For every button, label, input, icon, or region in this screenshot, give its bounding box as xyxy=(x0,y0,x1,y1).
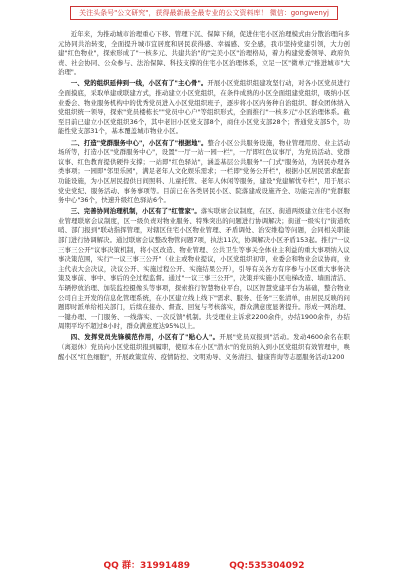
contact-footer xyxy=(0,560,408,572)
paragraph-text: 开展"党员双报到"活动。发动4600余名在职（离退休）党员向小区党组织报到履职，使原本在小区"潜水"的党员纳入到小区党组织有效管理中，唤醒小区"红色细胞"，开展政策宣传、疫情防控、文明劝导、义务清扫、健康咨询等志愿服务活动1200 xyxy=(58,333,350,361)
section-heading: 一、党的组织延伸到一线，小区有了"主心骨"。 xyxy=(70,79,208,88)
paragraph-text: 落实联席会议制度，在区、街道两级建立住宅小区物业管理联席会议制度，区一级负责对物业服务、特殊突出的问题进行协调解决；街道一级实行"街道吹哨、部门报到"联动指挥管理，对辖区住宅小区物业管理、矛盾调处、治安维稳等问题，会同相关职能部门进行协调解决。通过联席会议整改物管问题7项，执法11次，协调解决小区矛盾153起。推行"一议三事三公开"议事决策机制，将小区改造、物业管理、公共卫生等事关全体业主利益的重大事项纳入议事决策范围，实行"一议三事三公开"（业主或物业提议，小区党组织初审，业委会和物业会议协商，业主代表大会决议，决议公开、实施过程公开、实施结果公开），引导有关各方有序参与小区重大事务决策及事前、事中、事后的全过程监督。通过"一议三事三公开"，决策并实施小区电梯改造、墙面清洁、车辆停放治理、加装监控摄像头等事项，探索推行智慧物业平台，以区智慧党建平台为基础，整合物业公司自主开发的信息化管理系统，在小区建立线上线下"需求、服务、任务"三张清单，由居民反映的问题即时派单给相关部门，后续在接办、督查、回复与考核落实，群众满意度显著提升。形成一网治理、一键办理、一门服务、一线落实、一次反馈"机制。共受理业主诉求2200余件，办结1900余件，办结周期平均不超过8小时，群众满意度达95%以上。 xyxy=(58,207,350,331)
section-heading: 四、发挥党员先锋模范作用，小区有了"贴心人"。 xyxy=(70,333,220,342)
paragraph-intro xyxy=(58,30,350,78)
paragraph-section-3 xyxy=(58,207,350,332)
paragraph-text: 开展小区党组织组建攻坚行动，对各小区党员进行全面摸底，采取单建或联建方式，推动建立小区党组织，在条件成熟的小区全面组建党组织，吸纳小区业委会、物业服务机构中的优秀党员进入小区党组织班子，逐步将小区内务种自治组织、群众团体纳入党组织统一领导，探索"党员楼栋长""党员中心户"等组织形式，全面推行"一核多元"小区治理体系。截至目前已建立小区党组织36个，其中老旧小区党支部8个，商住小区党支部28个；普通党支部5个，功能性党支部31个，基本覆盖城市物业小区。 xyxy=(58,79,350,136)
paragraph-section-1 xyxy=(58,79,350,137)
paragraph-section-2 xyxy=(58,139,350,206)
article-body xyxy=(58,30,350,364)
paragraph-section-4 xyxy=(58,333,350,362)
qq-number-text: QQ:535304092 xyxy=(229,561,305,571)
section-heading: 三、完善协同治理机制，小区有了"红管家"。 xyxy=(70,207,201,216)
paragraph-text: 整合小区公共服务设施，物业管理用房、业主活动场所等，打造小区"党群服务中心"，设置"一厅一站一园一栏"，一厅即红色议事厅，为党员活动、党群议事、红色教育提供硬件支撑；一站即"红色驿站"，涵盖基层公共服务"一门式"服务站，为居民办理各类事项；一园即"邻里乐园"，满足老年人文化娱乐需求；一栏即"党务公开栏"，根据小区居民需求配套功能设施，为小区居民提供日间照料、儿童托管、老年人休闲等服务，建设"党建解忧专栏"，用于展示党史党纪、服务活动、事务事项等。目前已在各类居民小区、院落建成设施齐全、功能完善的"党群服务中心"36个，快速升级红色驿站6个。 xyxy=(58,138,350,205)
paragraph-text: 近年来，为推动城市治理重心下移、管理下沉、保障下倾，促进住宅小区治理模式由分散治理向多元协同共治转变，全面提升城市宜居度和居民获得感、幸福感、安全感，我市坚持党建引领，大力创建"红色物业"，探索形成了"一核多元、共建共治"的"完美小区"治理格局，着力构建党委领导、政府负责、社会协同、公众参与、法治保障、科技支撑的住宅小区治理体系，立足一区"微单元"推进城市"大治理"。 xyxy=(58,30,350,77)
qq-group-text: QQ 群：31991489 xyxy=(103,561,191,571)
promo-banner: 关注头条号"公文研究"，获得最新最全最专业的公文资料库！ 微信：gongwenyj xyxy=(70,6,338,20)
section-heading: 二、打造"党群服务中心"，小区有了"根据地"。 xyxy=(70,138,208,147)
